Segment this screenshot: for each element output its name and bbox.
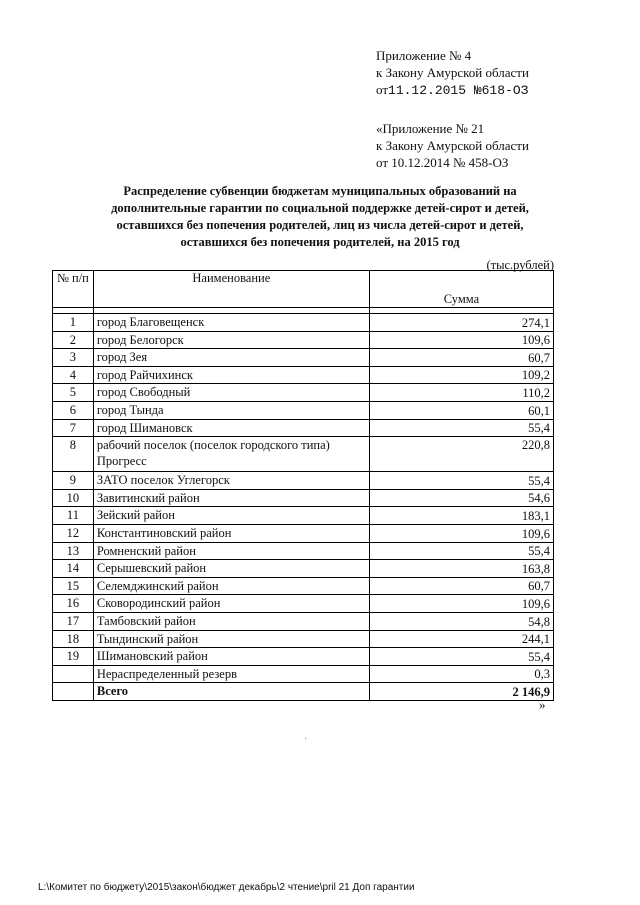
row-sum: 55,4 bbox=[369, 542, 553, 560]
row-sum: 55,4 bbox=[369, 472, 553, 490]
total-label: Всего bbox=[93, 683, 369, 701]
row-sum: 163,8 bbox=[369, 560, 553, 578]
row-number: 13 bbox=[53, 542, 94, 560]
row-number: 2 bbox=[53, 331, 94, 349]
row-name: город Зея bbox=[93, 349, 369, 367]
table-row bbox=[53, 314, 554, 332]
table-row bbox=[53, 489, 554, 507]
row-number: 19 bbox=[53, 648, 94, 666]
row-name: рабочий поселок (поселок городского типа) Прогресс bbox=[93, 437, 369, 472]
row-name: Тындинский район bbox=[93, 630, 369, 648]
row-sum: 109,6 bbox=[369, 331, 553, 349]
row-sum: 60,1 bbox=[369, 401, 553, 419]
closing-quote: » bbox=[539, 697, 546, 712]
title-line: оставшихся без попечения родителей, на 2015 год bbox=[180, 235, 460, 249]
original-appendix-header bbox=[376, 120, 529, 171]
row-number: 11 bbox=[53, 507, 94, 525]
row-name: город Тында bbox=[93, 401, 369, 419]
row-number: 5 bbox=[53, 384, 94, 402]
row-sum: 109,2 bbox=[369, 366, 553, 384]
row-name: Сковородинский район bbox=[93, 595, 369, 613]
row-name: Зейский район bbox=[93, 507, 369, 525]
row-name: Серышевский район bbox=[93, 560, 369, 578]
row-number: 4 bbox=[53, 366, 94, 384]
units-label: (тыс.рублей) bbox=[486, 258, 554, 272]
table-row bbox=[53, 524, 554, 542]
table-row bbox=[53, 437, 554, 472]
table-row bbox=[53, 630, 554, 648]
row-name: Константиновский район bbox=[93, 524, 369, 542]
row-name: Завитинский район bbox=[93, 489, 369, 507]
appendix-number: Приложение № 4 bbox=[376, 48, 472, 63]
row-number: 16 bbox=[53, 595, 94, 613]
row-sum: 244,1 bbox=[369, 630, 553, 648]
row-sum: 60,7 bbox=[369, 349, 553, 367]
law-date-line bbox=[376, 81, 529, 99]
file-path-footer: L:\Комитет по бюджету\2015\закон\бюджет декабрь\2 чтение\pril 21 Доп гарантии bbox=[38, 882, 415, 893]
title-line: оставшихся без попечения родителей, лиц из числа детей-сирот и детей, bbox=[116, 218, 524, 232]
row-name: город Белогорск bbox=[93, 331, 369, 349]
table-row bbox=[53, 648, 554, 666]
table-row bbox=[53, 542, 554, 560]
row-number: 3 bbox=[53, 349, 94, 367]
row-sum: 55,4 bbox=[369, 648, 553, 666]
original-law-reference: к Закону Амурской области bbox=[376, 138, 529, 153]
row-name: город Шимановск bbox=[93, 419, 369, 437]
law-date-prefix: от bbox=[376, 82, 389, 97]
row-sum: 0,3 bbox=[369, 665, 553, 683]
table-row bbox=[53, 349, 554, 367]
row-sum: 274,1 bbox=[369, 314, 553, 332]
row-name: Шимановский район bbox=[93, 648, 369, 666]
table-row bbox=[53, 472, 554, 490]
row-number: 6 bbox=[53, 401, 94, 419]
title-line: Распределение субвенции бюджетам муниципальных образований на bbox=[123, 184, 517, 198]
row-name: ЗАТО поселок Углегорск bbox=[93, 472, 369, 490]
row-number: 12 bbox=[53, 524, 94, 542]
row-number: 15 bbox=[53, 577, 94, 595]
row-sum: 109,6 bbox=[369, 524, 553, 542]
row-number: 10 bbox=[53, 489, 94, 507]
row-sum: 54,6 bbox=[369, 489, 553, 507]
row-name: город Райчихинск bbox=[93, 366, 369, 384]
title-line: дополнительные гарантии по социальной поддержке детей-сирот и детей, bbox=[111, 201, 529, 215]
row-name: Нераспределенный резерв bbox=[93, 665, 369, 683]
appendix-header bbox=[376, 47, 529, 99]
table-row bbox=[53, 419, 554, 437]
original-appendix-number: «Приложение № 21 bbox=[376, 121, 485, 136]
table-row bbox=[53, 331, 554, 349]
row-number bbox=[53, 665, 94, 683]
col-header-number: № п/п bbox=[53, 271, 94, 308]
total-row bbox=[53, 683, 554, 701]
row-sum: 60,7 bbox=[369, 577, 553, 595]
row-sum: 54,8 bbox=[369, 612, 553, 630]
col-header-sum: Сумма bbox=[369, 271, 553, 308]
distribution-table bbox=[52, 270, 554, 701]
row-number: 8 bbox=[53, 437, 94, 472]
row-number: 7 bbox=[53, 419, 94, 437]
table-row bbox=[53, 595, 554, 613]
row-name: Ромненский район bbox=[93, 542, 369, 560]
row-number: 17 bbox=[53, 612, 94, 630]
row-sum: 110,2 bbox=[369, 384, 553, 402]
table-row bbox=[53, 560, 554, 578]
row-number: 14 bbox=[53, 560, 94, 578]
row-sum: 220,8 bbox=[369, 437, 553, 472]
original-law-date: от 10.12.2014 № 458-ОЗ bbox=[376, 155, 509, 170]
total-number bbox=[53, 683, 94, 701]
row-sum: 55,4 bbox=[369, 419, 553, 437]
law-reference: к Закону Амурской области bbox=[376, 65, 529, 80]
row-number: 9 bbox=[53, 472, 94, 490]
law-date-handwritten: 11.12.2015 №618-ОЗ bbox=[388, 83, 529, 98]
table-row bbox=[53, 384, 554, 402]
row-name: город Благовещенск bbox=[93, 314, 369, 332]
document-title bbox=[60, 183, 580, 251]
table-row bbox=[53, 401, 554, 419]
row-name: Тамбовский район bbox=[93, 612, 369, 630]
row-name: город Свободный bbox=[93, 384, 369, 402]
table-row bbox=[53, 612, 554, 630]
scan-dot: · bbox=[304, 734, 308, 745]
table-row bbox=[53, 507, 554, 525]
total-sum: 2 146,9 bbox=[369, 683, 553, 701]
row-sum: 183,1 bbox=[369, 507, 553, 525]
table-body bbox=[53, 314, 554, 701]
row-name: Селемджинский район bbox=[93, 577, 369, 595]
col-header-name: Наименование bbox=[93, 271, 369, 308]
table-header-row bbox=[53, 271, 554, 308]
row-number: 18 bbox=[53, 630, 94, 648]
table-row bbox=[53, 577, 554, 595]
table-row bbox=[53, 665, 554, 683]
table-row bbox=[53, 366, 554, 384]
row-sum: 109,6 bbox=[369, 595, 553, 613]
row-number: 1 bbox=[53, 314, 94, 332]
